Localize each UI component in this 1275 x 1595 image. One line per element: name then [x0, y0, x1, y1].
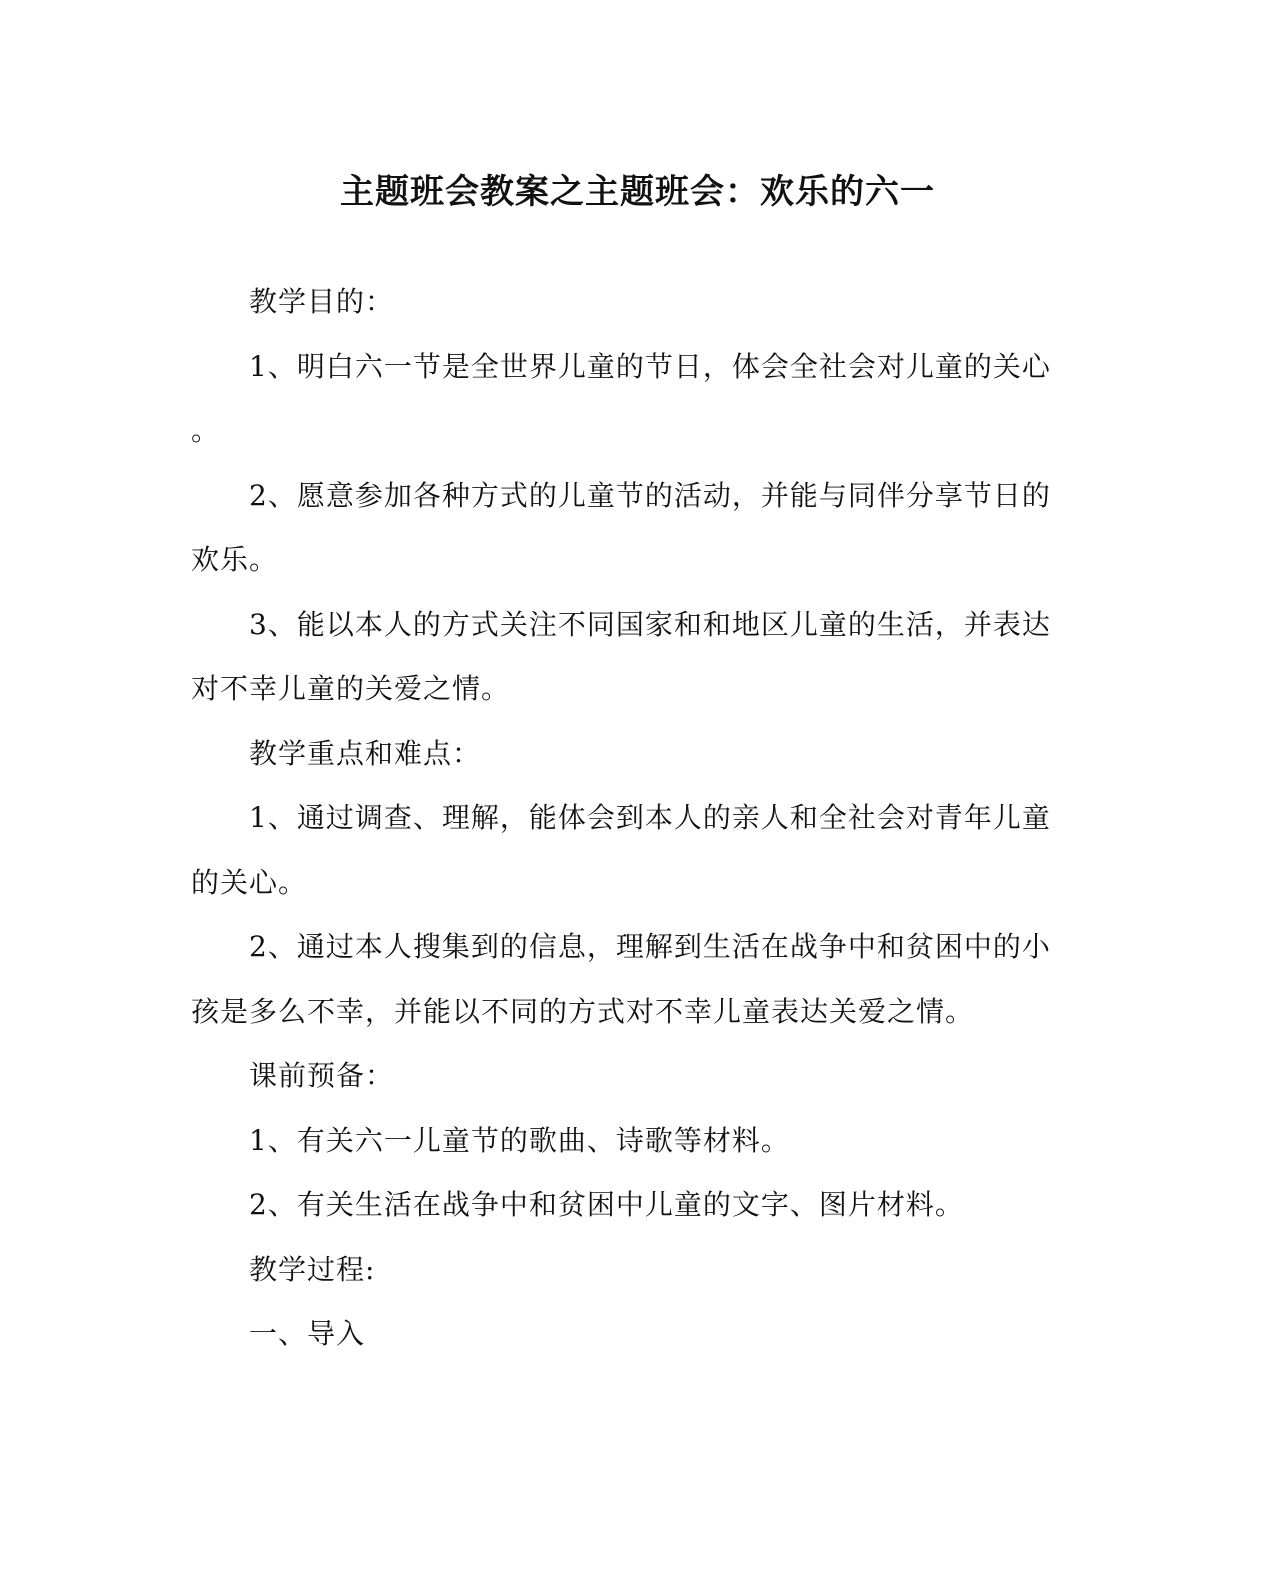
paragraph-goal-1	[191, 335, 1051, 464]
paragraph-goal-2	[191, 464, 1051, 593]
text-line: 的关心。	[191, 865, 308, 899]
paragraph-preparation-2	[191, 1173, 1041, 1238]
paragraph-key-point-1	[191, 786, 1051, 915]
text-line: 2、有关生活在战争中和贫困中儿童的文字、图片材料。	[249, 1188, 964, 1221]
document-title: 主题班会教案之主题班会：欢乐的六一	[340, 172, 935, 212]
text-line: 欢乐。	[191, 543, 279, 576]
text-line: 1、明白六一节是全世界儿童的节日，体会全社会对儿童的关心	[249, 349, 1051, 383]
text-line: 对不幸儿童的关爱之情。	[191, 672, 511, 705]
text-line: 教学目的：	[249, 285, 395, 318]
text-line: 课前预备：	[249, 1059, 395, 1092]
paragraph-goal-3	[191, 593, 1051, 722]
text-line: 一、导入	[249, 1317, 366, 1350]
text-line: 孩是多么不幸，并能以不同的方式对不幸儿童表达关爱之情。	[191, 994, 975, 1028]
text-line: 2、通过本人搜集到的信息，理解到生活在战争中和贫困中的小	[249, 930, 1051, 963]
text-line: 1、通过调查、理解，能体会到本人的亲人和全社会对青年儿童	[249, 801, 1051, 834]
paragraph-key-points-heading	[191, 722, 1041, 787]
text-line: 教学过程:	[249, 1252, 376, 1286]
text-line: 3、能以本人的方式关注不同国家和和地区儿童的生活，并表达	[249, 607, 1051, 641]
paragraph-key-point-2	[191, 915, 1051, 1044]
text-line: 。	[191, 414, 221, 447]
text-line: 2、愿意参加各种方式的儿童节的活动，并能与同伴分享节日的	[249, 478, 1051, 512]
paragraph-teaching-goals-heading	[191, 270, 1041, 335]
text-line: 1、有关六一儿童节的歌曲、诗歌等材料。	[249, 1123, 790, 1157]
paragraph-preparation-heading	[191, 1044, 1041, 1109]
document-body	[191, 270, 1051, 1367]
text-line: 教学重点和难点：	[249, 736, 482, 770]
paragraph-preparation-1	[191, 1109, 1041, 1174]
paragraph-section-introduction	[191, 1302, 1041, 1367]
paragraph-process-heading	[191, 1238, 1041, 1303]
